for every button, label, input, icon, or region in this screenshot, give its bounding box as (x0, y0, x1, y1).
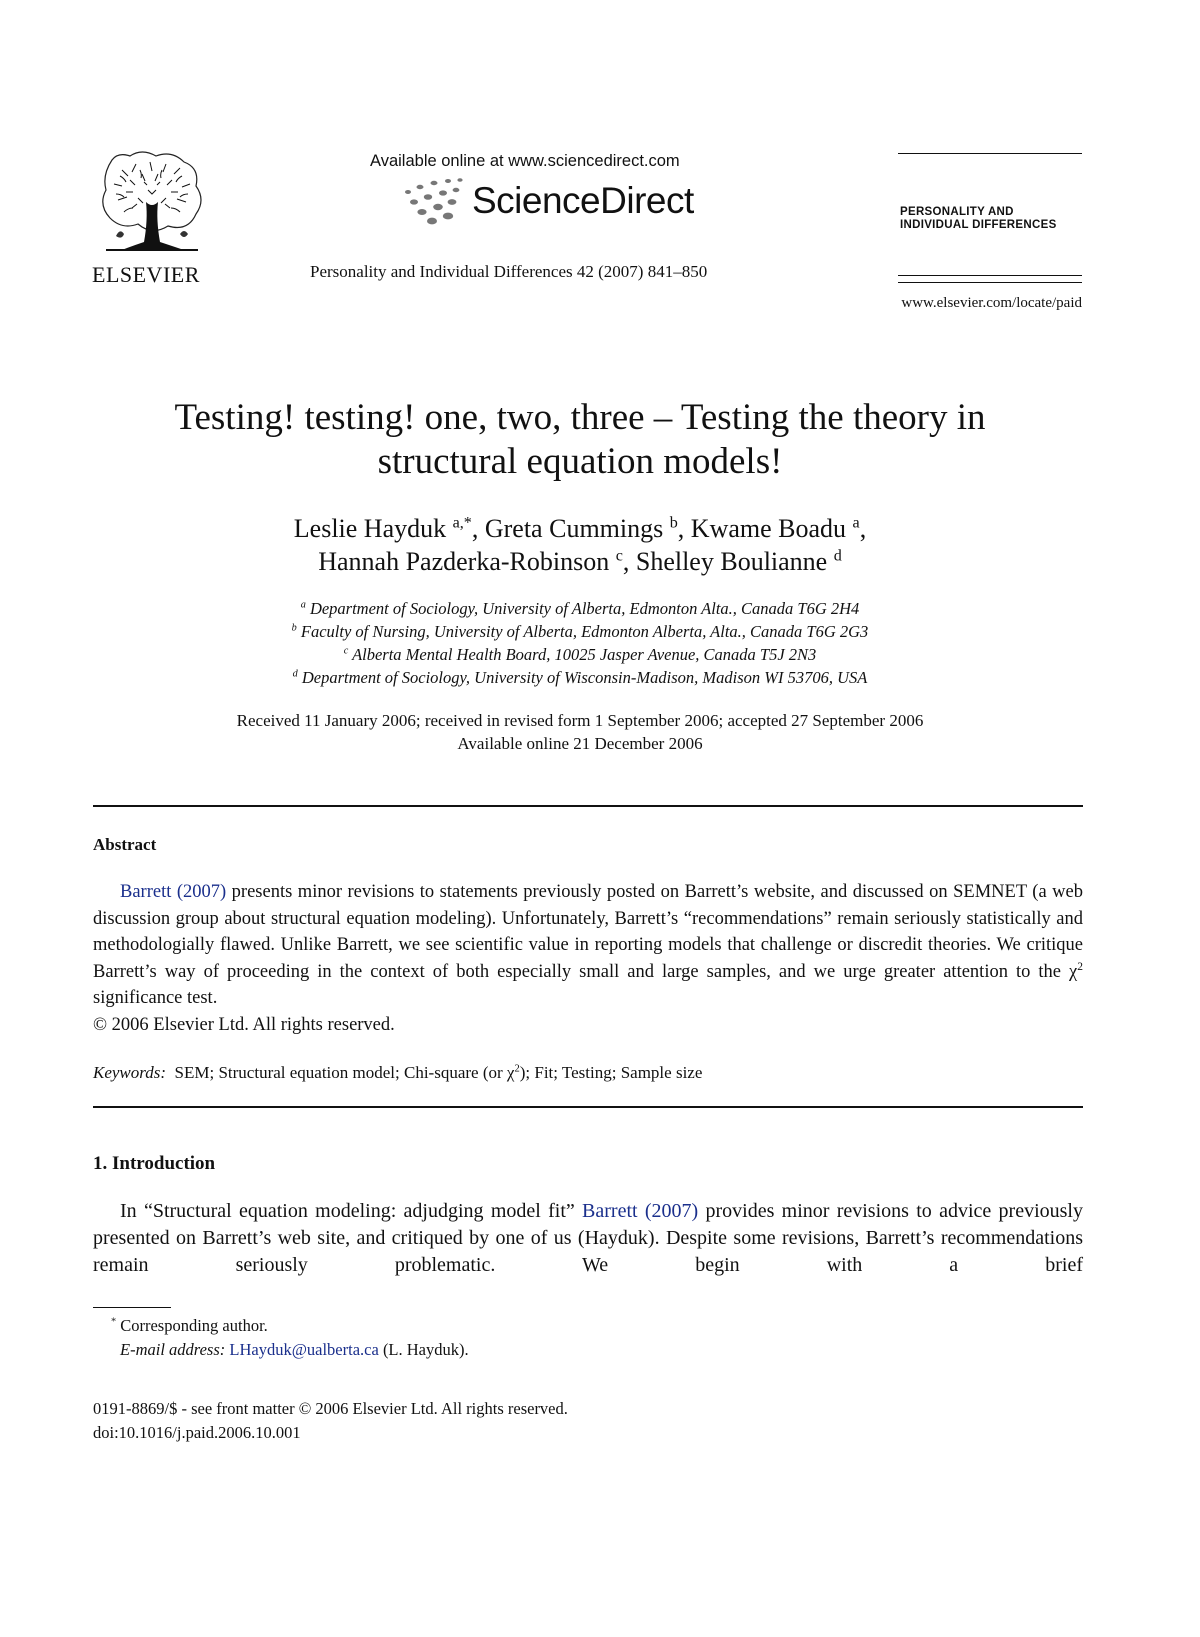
affiliation-item (80, 620, 1080, 643)
intro-text-before: In “Structural equation modeling: adjudging model fit” (120, 1200, 583, 1222)
sciencedirect-wordmark: ScienceDirect (472, 180, 694, 221)
affiliation-list (80, 597, 1080, 689)
reference-link[interactable]: Barrett (2007) (582, 1200, 699, 1222)
footnote-corresponding (93, 1314, 469, 1338)
affiliation-item (80, 643, 1080, 666)
email-label: E-mail address: (120, 1340, 226, 1359)
front-matter (93, 1397, 568, 1445)
abstract-rule-bottom (93, 1106, 1083, 1108)
elsevier-wordmark: ELSEVIER (92, 262, 200, 287)
abstract-heading: Abstract (93, 835, 157, 854)
author-name: Leslie Hayduk (293, 514, 447, 543)
intro-text-after: provides minor revisions to advice previously presented on Barrett’s web site, and critiqued by one of us (Hayduk). Despite some revisions, Barrett’s recommendations remain seriously problematic. We begin with a brief (93, 1200, 1083, 1276)
journal-rule-top (898, 153, 1082, 154)
author-affiliation-marker[interactable]: d (833, 547, 842, 565)
journal-citation: Personality and Individual Differences 42 (2007) 841–850 (310, 262, 708, 281)
journal-rule-bottom (898, 275, 1082, 276)
article-history (80, 709, 1080, 755)
abstract-text-body: presents minor revisions to statements previously posted on Barrett’s website, and discussed on SEMNET (a web discussion group about structural equation modeling). Unfortunately, Barrett’s “recommendations” remain seriously statistically and methodologially flawed. Unlike Barrett, we see scientific value in reporting models that challenge or discredit theories. We critique Barrett’s way of proceeding in the context of both especially small and large samples, and we urge greater attention to the χ (93, 882, 1083, 982)
available-online-date: Available online 21 December 2006 (457, 734, 703, 753)
article-title (80, 396, 1080, 484)
section-heading-introduction: 1. Introduction (93, 1153, 216, 1174)
affiliation-marker: a (300, 599, 306, 611)
title-line-2: structural equation models! (377, 441, 783, 482)
journal-rule-bottom (898, 282, 1082, 283)
footnote-marker: * (111, 1316, 117, 1328)
abstract-text-end: significance test. (93, 988, 218, 1008)
author-separator: , (677, 514, 691, 543)
footnote (93, 1314, 469, 1362)
author-name: Greta Cummings (484, 514, 664, 543)
journal-name-line2: INDIVIDUAL DIFFERENCES (900, 219, 1057, 231)
abstract-body (93, 879, 1083, 1038)
email-link[interactable]: LHayduk@ualberta.ca (229, 1340, 379, 1359)
abstract-rule-top (93, 805, 1083, 807)
author-line-2 (80, 545, 1080, 578)
footnote-rule (93, 1307, 171, 1308)
author-name: Kwame Boadu (690, 514, 847, 543)
journal-url-link[interactable]: www.elsevier.com/locate/paid (901, 295, 1082, 311)
available-online-text: Available online at www.sciencedirect.com (370, 152, 680, 170)
affiliation-text: Department of Sociology, University of Alberta, Edmonton Alta., Canada T6G 2H4 (309, 599, 860, 618)
keywords (93, 1063, 1083, 1083)
affiliation-item (80, 666, 1080, 689)
author-affiliation-marker[interactable]: b (669, 514, 678, 532)
title-line-1: Testing! testing! one, two, three – Testing the theory in (174, 397, 986, 438)
issn-line: 0191-8869/$ - see front matter © 2006 Elsevier Ltd. All rights reserved. (93, 1399, 568, 1418)
footnote-text: Corresponding author. (120, 1316, 268, 1335)
reference-link[interactable]: Barrett (2007) (120, 882, 227, 902)
affiliation-item (80, 597, 1080, 620)
affiliation-text: Faculty of Nursing, University of Alberta, Edmonton Alberta, Alta., Canada T6G 2G3 (300, 622, 869, 641)
affiliation-text: Department of Sociology, University of Wisconsin-Madison, Madison WI 53706, USA (301, 668, 868, 687)
journal-name (900, 206, 1057, 232)
author-list (80, 512, 1080, 578)
chi-square-superscript: 2 (1077, 960, 1083, 973)
affiliation-marker: c (343, 645, 349, 657)
abstract-copyright: © 2006 Elsevier Ltd. All rights reserved. (93, 1014, 395, 1035)
introduction-body (93, 1198, 1083, 1279)
keywords-superscript: 2 (514, 1063, 520, 1075)
author-name: Shelley Boulianne (635, 547, 828, 576)
author-affiliation-marker[interactable]: c (615, 547, 623, 565)
author-separator: , (859, 514, 867, 543)
author-affiliation-marker[interactable]: a,* (452, 514, 472, 532)
author-line-1 (80, 512, 1080, 545)
footnote-email (93, 1338, 469, 1362)
journal-name-line1: PERSONALITY AND (900, 206, 1014, 218)
author-separator: , (471, 514, 485, 543)
elsevier-tree-logo (92, 150, 210, 260)
author-separator: , (622, 547, 636, 576)
affiliation-marker: d (292, 668, 298, 680)
email-suffix: (L. Hayduk). (378, 1340, 469, 1359)
received-dates: Received 11 January 2006; received in revised form 1 September 2006; accepted 27 September 2006 (236, 711, 924, 730)
author-affiliation-marker[interactable]: a (852, 514, 860, 532)
sciencedirect-dots-icon (400, 178, 470, 230)
author-name: Hannah Pazderka-Robinson (318, 547, 610, 576)
affiliation-text: Alberta Mental Health Board, 10025 Jasper Avenue, Canada T5J 2N3 (352, 645, 817, 664)
introduction-paragraph (93, 1198, 1083, 1279)
doi-line: doi:10.1016/j.paid.2006.10.001 (93, 1423, 301, 1442)
sciencedirect-logo (400, 176, 720, 232)
abstract-paragraph (93, 879, 1083, 1012)
keywords-list-end: ); Fit; Testing; Sample size (519, 1063, 703, 1082)
affiliation-marker: b (291, 622, 297, 634)
keywords-label: Keywords: (93, 1063, 167, 1082)
keywords-list: SEM; Structural equation model; Chi-square (or χ (174, 1063, 515, 1082)
